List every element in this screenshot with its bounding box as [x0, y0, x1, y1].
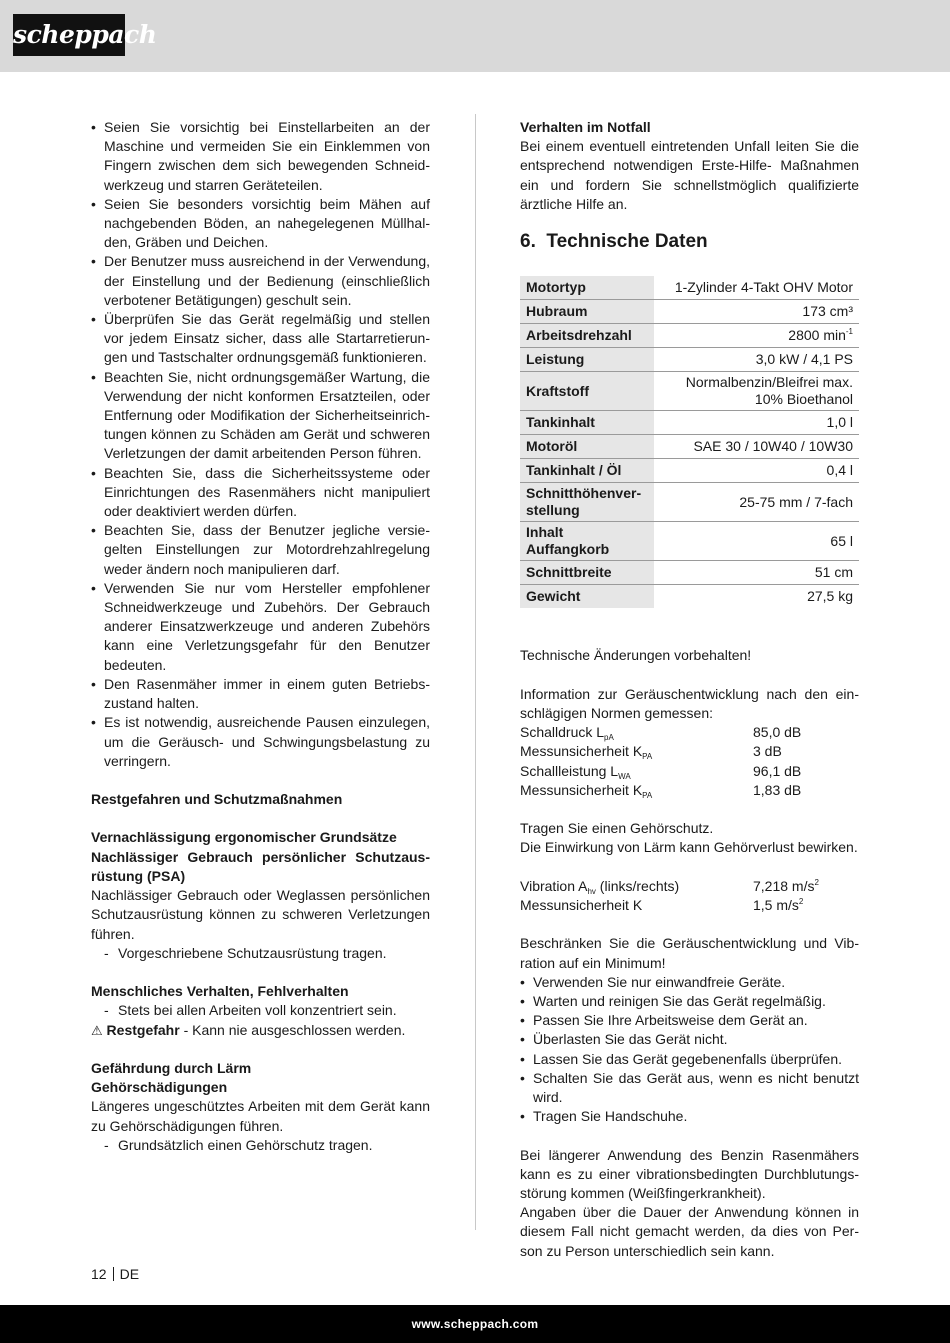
noise-label-sub: pA [604, 733, 614, 743]
noise-label-text: Messunsicherheit K [520, 743, 643, 760]
noise-hazard-text: Längeres ungeschütztes Arbeiten mit dem Gerät kann zu Gehörschädigungen führen. [91, 1098, 430, 1134]
list-item: • Seien Sie vorsichtig bei Einstellarbeiten an der Maschine und vermeiden Sie ein Einklemmen von Fingern zwischen dem sich bewegenden Schneidwerkzeug und starren Geräteteilen. [91, 118, 430, 195]
psa-text: Nachlässiger Gebrauch oder Weglassen persönlichen Schutzausrüstung können zu schweren Verletzungen führen. [91, 887, 430, 942]
tech-value [654, 561, 859, 585]
tech-value-text: 51 cm [814, 564, 853, 581]
page-number: 12 [91, 1266, 107, 1282]
tech-value [654, 459, 859, 483]
column-divider [475, 114, 476, 1230]
vibration-label-sub: hv [587, 886, 596, 896]
table-row [520, 561, 859, 585]
section-number: 6. [520, 231, 536, 253]
page-footer [0, 1305, 950, 1343]
tech-value-text: 173 cm³ [802, 303, 853, 320]
vibration-label-text: Vibration A [520, 877, 588, 894]
list-item: • Warten und reinigen Sie das Gerät regelmäßig. [520, 992, 859, 1011]
list-item: • Den Rasenmäher immer in einem guten Betriebszustand halten. [91, 675, 430, 713]
long-use-text-1: Bei längerer Anwendung des Benzin Rasenmähers kann es zu einer vibrationsbedingten Durchblutungsstörung kommen (Weißfingerkrankheit). [520, 1146, 859, 1201]
emergency-text: Bei einem eventuell eintretenden Unfall leiten Sie die entsprechend notwendigen Erste-Hilfe- Maßnahmen ein und fordern Sie schnellstmöglich qualifizierte ärztliche Hilfe an. [520, 138, 859, 212]
noise-value-row [520, 742, 859, 761]
tech-value [654, 585, 859, 609]
table-row [520, 372, 859, 411]
tech-data-table [520, 276, 859, 608]
vibration-value-label [520, 877, 753, 896]
table-row [520, 300, 859, 324]
tech-label: Tankinhalt [520, 411, 654, 435]
noise-dash-item: - Grundsätzlich einen Gehörschutz tragen. [91, 1136, 430, 1155]
vibration-value-text: 1,5 m/s [753, 896, 799, 913]
list-item: • Überprüfen Sie das Gerät regelmäßig und stellen vor jedem Einsatz sicher, dass alle Startarretierungen und Tastschalter ordnungsgemäß funktionieren. [91, 310, 430, 368]
tech-value [654, 522, 859, 561]
vibration-values-list [520, 877, 859, 915]
table-row [520, 435, 859, 459]
tech-label: Motortyp [520, 276, 654, 300]
noise-value-label [520, 742, 753, 761]
psa-dash-item: - Vorgeschriebene Schutzausrüstung tragen. [91, 944, 430, 963]
tech-value [654, 300, 859, 324]
vibration-value-text: 7,218 m/s [753, 877, 815, 894]
scheppach-logo: scheppach [13, 14, 125, 56]
tech-value-text: 1-Zylinder 4-Takt OHV Motor [674, 279, 853, 296]
vibration-value-sup: 2 [798, 896, 804, 906]
noise-info-text: Information zur Geräuschentwicklung nach den einschlägigen Normen gemessen: [520, 685, 859, 721]
list-item: • Schalten Sie das Gerät aus, wenn es nicht benutzt wird. [520, 1069, 859, 1107]
noise-value: 96,1 dB [753, 762, 802, 779]
hearing-protection-text: Tragen Sie einen Gehörschutz. [520, 820, 714, 837]
table-row [520, 411, 859, 435]
tech-value [654, 348, 859, 372]
list-item: • Beachten Sie, nicht ordnungsgemäßer Wartung, die Verwendung der nicht konformen Ersatzteilen, oder Entfernung oder Modifikation der Sicherheitseinrichtungen können zu Schäden am Gerät und schweren Verletzungen der damit arbeitenden Person führen. [91, 368, 430, 464]
vibration-value [753, 877, 819, 896]
vibration-label-text: Messunsicherheit K [520, 896, 643, 913]
changes-note: Technische Änderungen vorbehalten! [520, 647, 752, 664]
tech-label: Schnittbreite [520, 561, 654, 585]
noise-label-text: Schalldruck L [520, 724, 605, 741]
human-dash-item: - Stets bei allen Arbeiten voll konzentriert sein. [91, 1001, 430, 1020]
list-item: • Beachten Sie, dass der Benutzer jegliche versiegelten Einstellungen zur Motordrehzahlregelung weder ändern noch manipulieren darf. [91, 521, 430, 579]
tech-label: Gewicht [520, 585, 654, 609]
tech-value-text: SAE 30 / 10W40 / 10W30 [693, 438, 853, 455]
residual-risk-line [91, 1021, 430, 1040]
tech-value-text: 27,5 kg [807, 588, 853, 605]
list-item: • Beachten Sie, dass die Sicherheitssysteme oder Einrichtungen des Rasenmähers nicht manipuliert oder deaktiviert werden dürfen. [91, 464, 430, 522]
table-row [520, 483, 859, 522]
limit-intro-text: Beschränken Sie die Geräuschentwicklung und Vibration auf ein Minimum! [520, 935, 859, 971]
list-item: • Seien Sie besonders vorsichtig beim Mähen auf nachgebenden Böden, an nahegelegenen Müllhalden, Gräben und Deichen. [91, 195, 430, 253]
tech-value-text: 3,0 kW / 4,1 PS [755, 351, 853, 368]
human-behaviour-heading: Menschliches Verhalten, Fehlverhalten [91, 983, 349, 1000]
vibration-label-suffix: (links/rechts) [595, 877, 680, 894]
tech-value [654, 435, 859, 459]
noise-value-row [520, 723, 859, 742]
website-link[interactable]: www.scheppach.com [411, 1317, 539, 1331]
list-item: • Lassen Sie das Gerät gegebenenfalls überprüfen. [520, 1050, 859, 1069]
tech-value-text: 65 l [830, 532, 853, 549]
hearing-damage-heading: Gehörschädigungen [91, 1079, 228, 1096]
tech-value-text: 1,0 l [826, 414, 853, 431]
warning-triangle-icon: ⚠ [91, 1022, 103, 1038]
vibration-value-sup: 2 [814, 877, 819, 887]
tech-value-sup: -1 [845, 327, 853, 337]
section-title: Technische Daten [546, 231, 708, 253]
noise-value-row [520, 781, 859, 800]
tech-value [654, 324, 859, 348]
tech-value-text: 0,4 l [826, 462, 853, 479]
vibration-value-label [520, 896, 753, 915]
table-row [520, 585, 859, 609]
residual-risk-text: - Kann nie ausgeschlossen werden. [179, 1021, 406, 1038]
noise-value: 1,83 dB [753, 781, 802, 798]
ergonomics-heading: Vernachlässigung ergonomischer Grundsätze [91, 829, 397, 846]
vibration-value-row [520, 896, 859, 915]
safety-bullet-list [91, 118, 430, 771]
list-item: • Der Benutzer muss ausreichend in der Verwendung, der Einstellung und der Bedienung (einschließlich verbotener Betätigungen) geschult sein. [91, 252, 430, 310]
tech-label: Motoröl [520, 435, 654, 459]
list-item: • Tragen Sie Handschuhe. [520, 1107, 859, 1126]
noise-value: 3 dB [753, 743, 782, 760]
section-heading [520, 230, 859, 254]
noise-label-sub: WA [618, 771, 631, 781]
noise-value: 85,0 dB [753, 724, 802, 741]
list-item: • Überlasten Sie das Gerät nicht. [520, 1030, 859, 1049]
tech-label: Tankinhalt / Öl [520, 459, 654, 483]
noise-label-text: Schallleistung L [520, 762, 619, 779]
right-column [520, 118, 859, 1261]
tech-value-text: Normalbenzin/Bleifrei max. [685, 374, 853, 391]
table-row [520, 348, 859, 372]
vibration-value [753, 896, 803, 915]
tech-value-text: 2800 min [788, 327, 846, 344]
psa-heading: Nachlässiger Gebrauch persönlicher Schutzausrüstung (PSA) [91, 848, 430, 884]
list-item: • Es ist notwendig, ausreichende Pausen einzulegen, um die Geräusch- und Schwingungsbelastung zu verringern. [91, 713, 430, 771]
noise-value-row [520, 762, 859, 781]
tech-label: Leistung [520, 348, 654, 372]
noise-value-label [520, 723, 753, 742]
left-column [91, 118, 430, 1155]
page-number-area [91, 1265, 139, 1283]
table-row [520, 522, 859, 561]
tech-value-text: 25-75 mm / 7-fach [739, 493, 853, 510]
emergency-heading: Verhalten im Notfall [520, 119, 651, 135]
noise-label-sub: PA [642, 790, 653, 800]
tech-value [654, 276, 859, 300]
table-row [520, 276, 859, 300]
tech-label: Schnitthöhenverstellung [520, 483, 654, 522]
noise-values-list [520, 723, 859, 800]
noise-label-text: Messunsicherheit K [520, 781, 643, 798]
page-separator [113, 1267, 114, 1281]
tech-value-text-2: 10% Bioethanol [754, 391, 853, 408]
restgefahren-heading: Restgefahren und Schutzmaßnahmen [91, 791, 343, 808]
tech-value [654, 483, 859, 522]
page-language: DE [119, 1266, 140, 1282]
noise-hazard-heading: Gefährdung durch Lärm [91, 1059, 252, 1076]
tech-value [654, 372, 859, 411]
residual-risk-label: Restgefahr [106, 1021, 180, 1038]
tech-label: Hubraum [520, 300, 654, 324]
noise-label-sub: PA [642, 752, 653, 762]
long-use-text-2: Angaben über die Dauer der Anwendung können in diesem Fall nicht gemacht werden, da dies von Person zu Person unterschiedlich sein kann. [520, 1204, 859, 1259]
tech-label: Kraftstoff [520, 372, 654, 411]
tech-value [654, 411, 859, 435]
page-header [0, 0, 950, 72]
limit-bullet-list [520, 973, 859, 1127]
tech-label: Inhalt Auffangkorb [520, 522, 654, 561]
noise-value-label [520, 762, 753, 781]
list-item: • Verwenden Sie nur vom Hersteller empfohlener Schneidwerkzeuge und Zubehörs. Der Gebrauch anderer Einsatzwerkzeuge und anderen Zubehörs kann eine Verletzungsgefahr für den Benutzer bedeuten. [91, 579, 430, 675]
table-row [520, 459, 859, 483]
noise-value-label [520, 781, 753, 800]
hearing-loss-text: Die Einwirkung von Lärm kann Gehörverlust bewirken. [520, 839, 858, 856]
vibration-value-row [520, 877, 859, 896]
list-item: • Passen Sie Ihre Arbeitsweise dem Gerät an. [520, 1011, 859, 1030]
tech-label: Arbeitsdrehzahl [520, 324, 654, 348]
table-row [520, 324, 859, 348]
list-item: • Verwenden Sie nur einwandfreie Geräte. [520, 973, 859, 992]
